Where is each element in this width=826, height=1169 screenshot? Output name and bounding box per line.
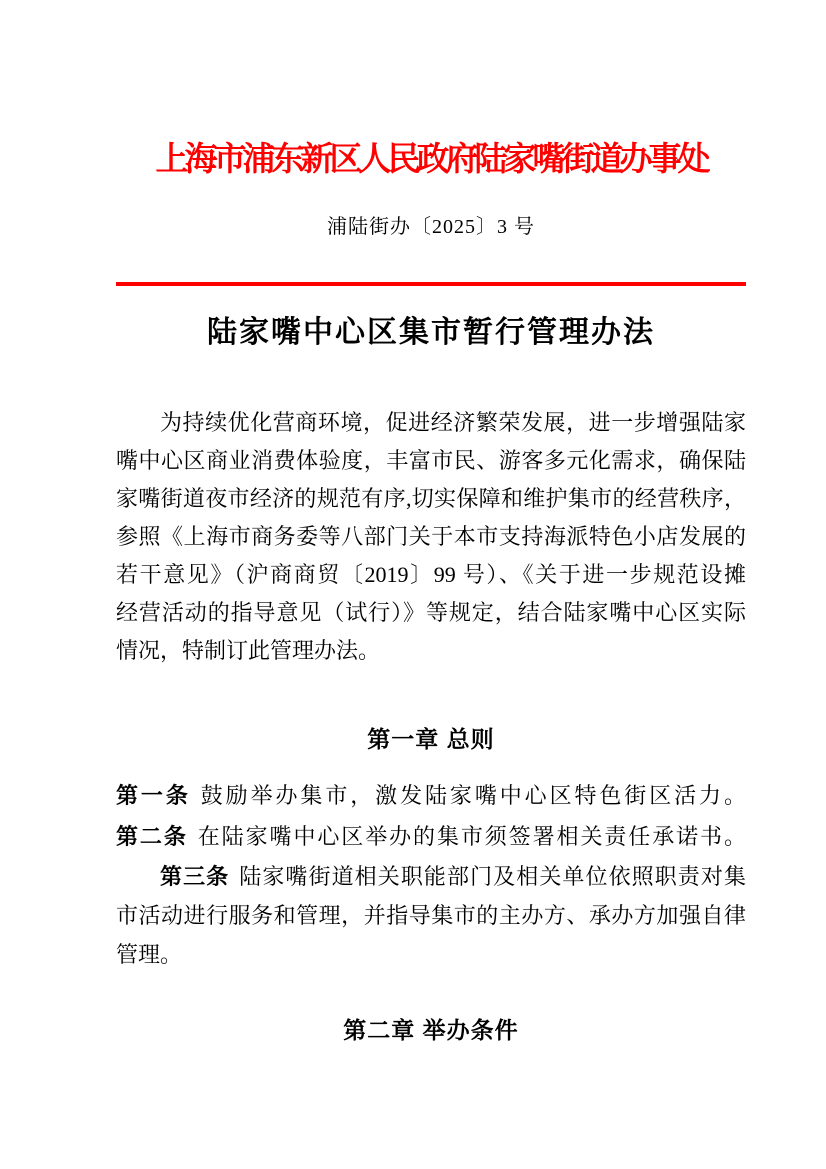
text-line: 家嘴街道夜市经济的规范有序,切实保障和维护集市的经营秩序，	[116, 486, 746, 511]
article-3-line-2: 市活动进行服务和管理，并指导集市的主办方、承办方加强自律	[116, 903, 746, 928]
article-3-line-3: 管理。	[116, 942, 183, 967]
article-2-text: 在陆家嘴中心区举办的集市须签署相关责任承诺书。	[197, 824, 746, 849]
article-1-label: 第一条	[116, 783, 191, 808]
document-number: 浦陆街办〔2025〕3 号	[327, 216, 535, 238]
article-2	[116, 817, 746, 856]
text-line: 参照《上海市商务委等八部门关于本市支持海派特色小店发展的	[116, 524, 746, 549]
article-3	[116, 857, 746, 974]
issuing-authority: 上海市浦东新区人民政府陆家嘴街道办事处	[155, 142, 707, 178]
article-1	[116, 776, 746, 815]
text-line: 情况，特制订此管理办法。	[116, 638, 381, 663]
red-divider-line	[116, 282, 746, 286]
document-content	[116, 0, 746, 1046]
text-line: 经营活动的指导意见（试行）》等规定，结合陆家嘴中心区实际	[116, 600, 746, 625]
article-3-line-1	[116, 857, 746, 896]
chapter-2-heading: 第二章 举办条件	[343, 1017, 519, 1043]
intro-paragraph	[116, 404, 746, 670]
article-3-text-line-1: 陆家嘴街道相关职能部门及相关单位依照职责对集	[239, 864, 746, 889]
article-3-label: 第三条	[160, 864, 230, 889]
text-line: 嘴中心区商业消费体验度，丰富市民、游客多元化需求，确保陆	[116, 448, 746, 473]
chapter-1-heading: 第一章 总则	[367, 726, 495, 752]
text-line: 为持续优化营商环境，促进经济繁荣发展，进一步增强陆家	[160, 410, 746, 435]
article-2-label: 第二条	[116, 824, 188, 849]
article-1-text: 鼓励举办集市，激发陆家嘴中心区特色街区活力。	[200, 783, 746, 808]
document-title: 陆家嘴中心区集市暂行管理办法	[207, 316, 655, 349]
text-line: 若干意见》（沪商商贸〔2019〕99 号）、《关于进一步规范设摊	[116, 562, 746, 587]
